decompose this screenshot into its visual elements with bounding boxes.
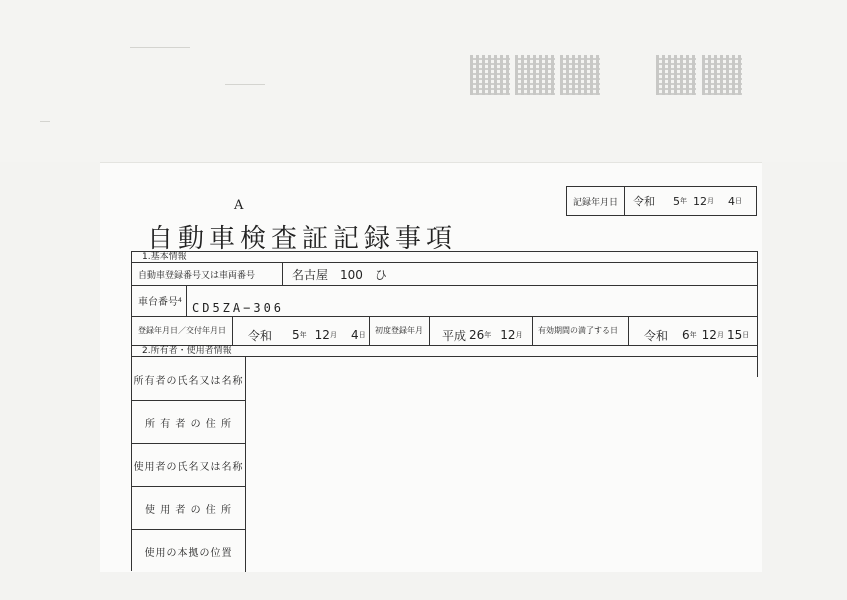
month-unit: 月 bbox=[329, 331, 337, 339]
month-unit: 月 bbox=[515, 331, 523, 339]
reg-date-label: 登録年月日／交付年月日 bbox=[138, 326, 226, 335]
divider bbox=[429, 316, 430, 345]
year-unit: 年 bbox=[299, 331, 307, 339]
day-unit: 日 bbox=[742, 331, 750, 339]
day-unit: 日 bbox=[735, 197, 742, 205]
expiry-month: 12 bbox=[701, 328, 717, 342]
record-date-era: 令和 bbox=[633, 195, 655, 208]
year-unit: 年 bbox=[680, 197, 687, 205]
owner-address-label: 所 有 者 の 住 所 bbox=[145, 418, 232, 430]
record-date-value bbox=[625, 187, 756, 215]
reg-number-label: 自動車登録番号又は車両番号 bbox=[138, 270, 256, 281]
user-name-label: 使用者の氏名又は名称 bbox=[133, 461, 244, 473]
reg-date-day: 4 bbox=[350, 328, 359, 342]
expiry-label: 有効期間の満了する日 bbox=[538, 326, 618, 335]
expiry-value bbox=[644, 324, 749, 346]
month-unit: 月 bbox=[707, 197, 714, 205]
expiry-year: 6 bbox=[682, 328, 690, 342]
record-date-label: 記録年月日 bbox=[567, 187, 625, 215]
record-date-box bbox=[566, 186, 757, 216]
base-location-label: 使用の本拠の位置 bbox=[144, 547, 233, 559]
section-owner-user-heading: 2.所有者・使用者情報 bbox=[132, 346, 758, 357]
first-reg-year: 26 bbox=[469, 328, 485, 342]
record-date-day: 4 bbox=[728, 194, 735, 208]
first-reg-value bbox=[442, 324, 523, 346]
qr-code-icon bbox=[515, 55, 555, 95]
divider bbox=[186, 285, 187, 316]
chassis-label bbox=[132, 285, 186, 316]
record-form-table bbox=[131, 251, 758, 571]
chassis-superscript: 4 bbox=[178, 297, 182, 304]
reg-date-era: 令和 bbox=[248, 328, 273, 343]
divider bbox=[628, 316, 629, 345]
scan-artifact bbox=[225, 84, 265, 85]
first-reg-label: 初度登録年月 bbox=[375, 326, 423, 335]
qr-code-icon bbox=[702, 55, 742, 95]
first-reg-era: 平成 bbox=[442, 328, 467, 343]
user-address-label: 使 用 者 の 住 所 bbox=[145, 504, 232, 516]
reg-date-value bbox=[248, 324, 366, 346]
divider bbox=[132, 285, 758, 286]
scan-artifact bbox=[130, 47, 190, 48]
expiry-era: 令和 bbox=[644, 328, 669, 343]
owner-name-label: 所有者の氏名又は名称 bbox=[133, 375, 244, 387]
qr-code-icon bbox=[656, 55, 696, 95]
first-reg-month: 12 bbox=[500, 328, 516, 342]
qr-code-icon bbox=[470, 55, 510, 95]
divider bbox=[245, 357, 246, 572]
reg-number-value: 名古屋 100 ひ bbox=[292, 267, 387, 282]
document-mark: A bbox=[234, 198, 244, 213]
chassis-label-text: 車台番号 bbox=[138, 297, 178, 308]
month-unit: 月 bbox=[716, 331, 724, 339]
year-unit: 年 bbox=[689, 331, 697, 339]
year-unit: 年 bbox=[484, 331, 492, 339]
page-title: 自動車検査証記録事項 bbox=[147, 224, 458, 254]
divider bbox=[282, 263, 283, 285]
qr-code-icon bbox=[560, 55, 600, 95]
day-unit: 日 bbox=[358, 331, 366, 339]
divider bbox=[232, 316, 233, 345]
record-date-month: 12 bbox=[693, 194, 707, 208]
reg-date-month: 12 bbox=[314, 328, 330, 342]
chassis-value: CD5ZA−306 bbox=[192, 300, 285, 315]
scanned-background bbox=[0, 0, 847, 162]
expiry-day: 15 bbox=[726, 328, 743, 342]
record-date-year: 5 bbox=[673, 194, 680, 208]
section-basic-info-heading: 1.基本情報 bbox=[132, 252, 758, 263]
reg-date-year: 5 bbox=[292, 328, 300, 342]
scan-artifact bbox=[40, 121, 50, 122]
